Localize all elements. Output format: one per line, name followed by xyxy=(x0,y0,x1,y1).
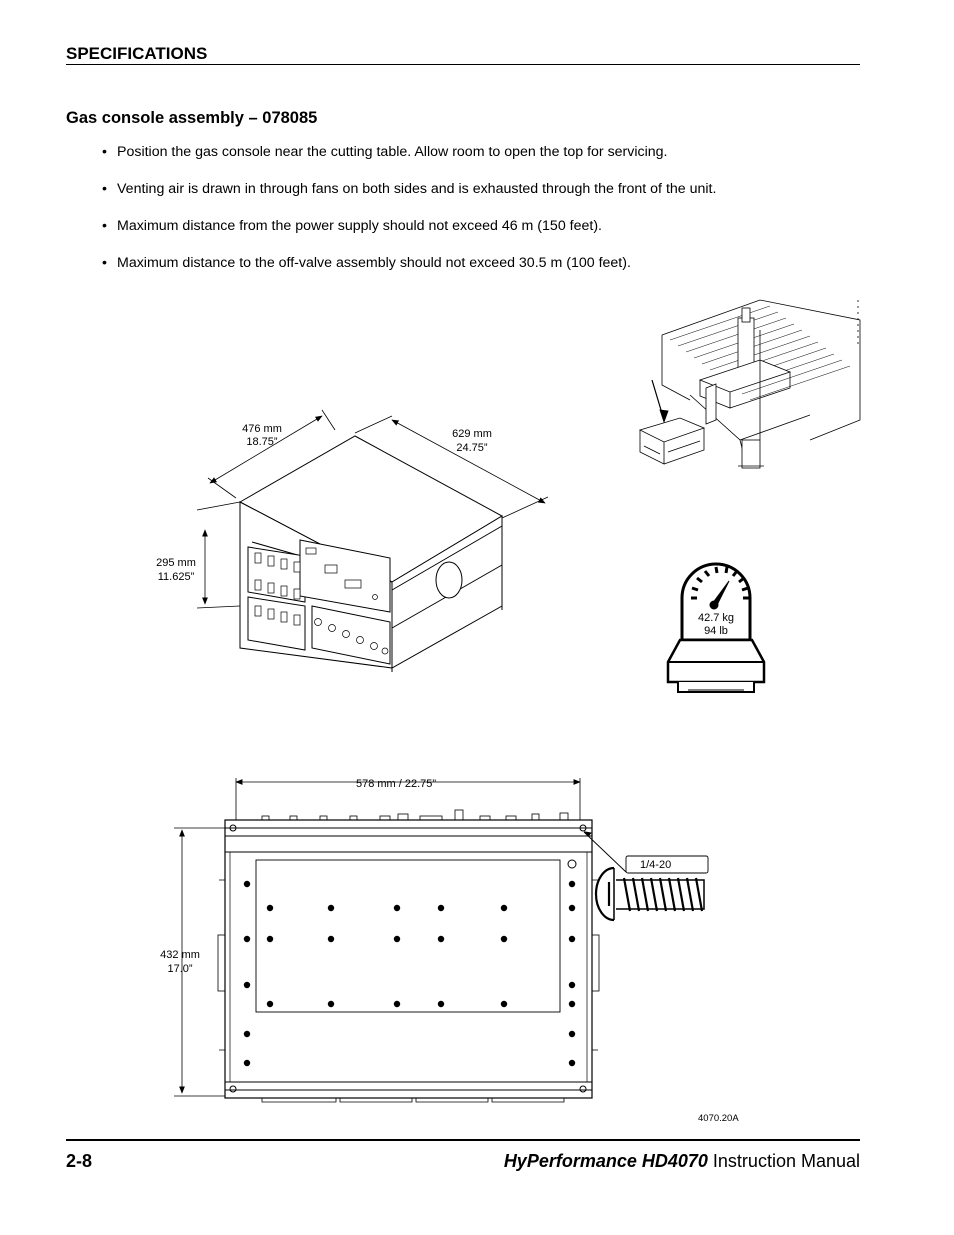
iso-width-mm: 629 mm xyxy=(452,428,492,440)
bullet-glyph: • xyxy=(102,255,107,271)
screw-thread-label: 1/4-20 xyxy=(640,859,672,871)
drawing-number: 4070.20A xyxy=(698,1113,739,1124)
weight-kg: 42.7 kg xyxy=(697,612,735,624)
manual-title xyxy=(504,1151,860,1172)
manual-brand: HyPerformance HD4070 xyxy=(503,1151,708,1171)
page-heading: Gas console assembly – 078085 xyxy=(66,109,318,127)
bullet-glyph: • xyxy=(102,181,107,197)
gas-console-isometric xyxy=(240,436,502,672)
plan-height-in: 17.0” xyxy=(167,963,193,975)
list-item-text: Maximum distance to the off-valve assembly should not exceed 30.5 m (100 feet). xyxy=(117,255,631,271)
footer-rule xyxy=(66,1139,860,1141)
iso-depth-mm: 476 mm xyxy=(242,423,282,435)
plan-height-mm: 432 mm xyxy=(160,949,200,961)
iso-depth-in: 18.75” xyxy=(246,436,278,448)
gas-console-thumbnail xyxy=(640,418,704,464)
list-item-text: Position the gas console near the cutting table. Allow room to open the top for servicing. xyxy=(117,144,668,160)
iso-height-in: 11.625” xyxy=(157,571,195,583)
page-number: 2-8 xyxy=(66,1151,93,1171)
plan-width-label: 578 mm / 22.75” xyxy=(355,778,437,790)
bullet-glyph: • xyxy=(102,144,107,160)
section-title: SPECIFICATIONS xyxy=(66,44,208,63)
list-item-text: Venting air is drawn in through fans on both sides and is exhausted through the front of the unit. xyxy=(117,181,717,197)
bullet-glyph: • xyxy=(102,218,107,234)
list-item-text: Maximum distance from the power supply should not exceed 46 m (150 feet). xyxy=(117,218,602,234)
weight-lb: 94 lb xyxy=(704,625,728,637)
iso-width-in: 24.75” xyxy=(456,442,488,454)
iso-height-mm: 295 mm xyxy=(156,557,196,569)
manual-suffix: Instruction Manual xyxy=(707,1151,860,1171)
cutting-table-illustration xyxy=(640,300,860,468)
